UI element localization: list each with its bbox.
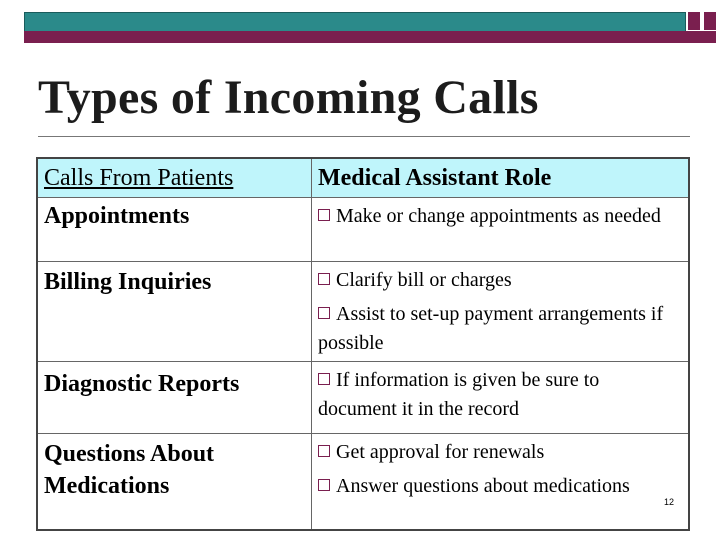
hollow-square-bullet-icon — [318, 307, 330, 319]
role-cell — [312, 198, 690, 262]
role-text: Clarify bill or charges — [336, 269, 512, 291]
role-text: Answer questions about medications — [336, 475, 630, 497]
hollow-square-bullet-icon — [318, 373, 330, 385]
role-text: Get approval for renewals — [336, 441, 545, 463]
role-cell — [312, 262, 690, 362]
accent-square-2 — [704, 12, 716, 30]
table-row — [37, 198, 689, 262]
secondary-accent-bar — [24, 31, 716, 43]
table-header-row — [37, 158, 689, 198]
table-row — [37, 262, 689, 362]
calls-table — [36, 157, 690, 531]
hollow-square-bullet-icon — [318, 445, 330, 457]
call-type-cell: Billing Inquiries — [37, 262, 312, 362]
title-divider — [38, 136, 690, 137]
accent-square-1 — [688, 12, 700, 30]
role-item — [318, 472, 682, 501]
call-type-cell: Questions About Medications — [37, 434, 312, 530]
role-item — [318, 438, 682, 467]
role-cell — [312, 362, 690, 434]
slide-title: Types of Incoming Calls — [38, 71, 539, 124]
role-text: If information is given be sure to document it in the record — [318, 369, 600, 420]
role-text: Assist to set-up payment arrangements if possible — [318, 303, 664, 354]
role-cell — [312, 434, 690, 530]
call-type-cell: Appointments — [37, 198, 312, 262]
hollow-square-bullet-icon — [318, 273, 330, 285]
role-item — [318, 202, 682, 231]
role-item — [318, 366, 682, 424]
header-calls-from-patients: Calls From Patients — [37, 158, 312, 198]
table-row — [37, 434, 689, 530]
hollow-square-bullet-icon — [318, 479, 330, 491]
role-item — [318, 300, 682, 358]
table-row — [37, 362, 689, 434]
role-text: Make or change appointments as needed — [336, 205, 661, 227]
header-medical-assistant-role: Medical Assistant Role — [312, 158, 690, 198]
page-number: 12 — [664, 497, 675, 507]
top-accent-bar — [24, 12, 686, 32]
role-item — [318, 266, 682, 295]
call-type-cell: Diagnostic Reports — [37, 362, 312, 434]
hollow-square-bullet-icon — [318, 209, 330, 221]
